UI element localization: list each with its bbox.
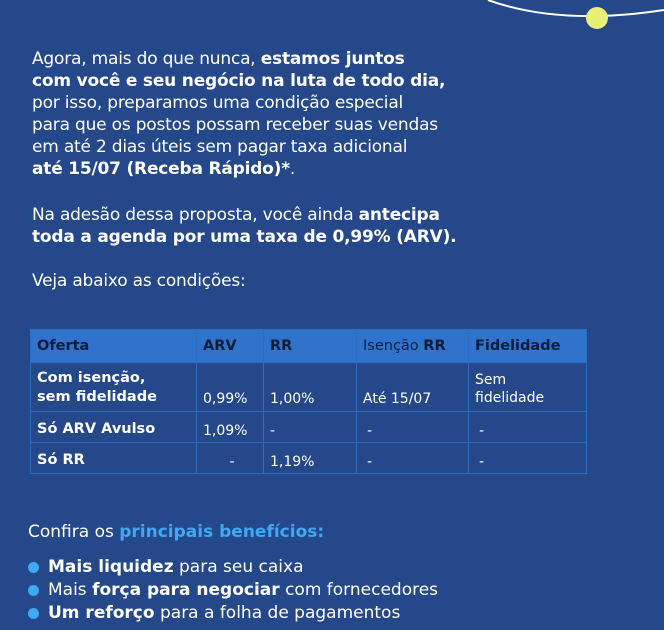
table-header-row (31, 330, 587, 363)
cell-rr: 1,00% (264, 363, 357, 412)
cell-offer: Só ARV Avulso (31, 412, 197, 443)
cell-arv: 1,09% (197, 412, 264, 443)
adhesion-highlight: toda a agenda por uma taxa de 0,99% (ARV). (32, 227, 457, 247)
orbit-arc (488, 0, 664, 16)
cell-exemption: - (357, 443, 469, 474)
intro-paragraph (32, 48, 502, 180)
header-exemption: Isenção RR (357, 330, 469, 363)
intro-highlight: com você e seu negócio na luta de todo dia, (32, 71, 446, 91)
intro-text: em até 2 dias úteis sem pagar taxa adicional (32, 137, 408, 157)
conditions-table (30, 329, 587, 474)
intro-text: Agora, mais do que nunca, (32, 49, 261, 69)
list-item: Mais força para negociar com fornecedores (26, 579, 438, 602)
cell-offer: Com isenção, sem fidelidade (31, 363, 197, 412)
bullet-dot-icon (28, 585, 39, 596)
bullet-dot-icon (28, 562, 39, 573)
table-row (31, 363, 587, 412)
orbit-dot (586, 7, 608, 29)
cell-loyalty: - (469, 412, 587, 443)
intro-text: por isso, preparamos uma condição especial (32, 93, 404, 113)
cell-exemption: Até 15/07 (357, 363, 469, 412)
table-row (31, 412, 587, 443)
adhesion-text: Na adesão dessa proposta, você ainda (32, 205, 359, 225)
cell-exemption: - (357, 412, 469, 443)
cell-rr: - (264, 412, 357, 443)
list-item: Um reforço para a folha de pagamentos (26, 602, 438, 625)
cell-offer: Só RR (31, 443, 197, 474)
cell-arv: - (197, 443, 264, 474)
bullet-dot-icon (28, 608, 39, 619)
cell-loyalty: - (469, 443, 587, 474)
cell-loyalty: Sem fidelidade (469, 363, 587, 412)
conditions-intro: Veja abaixo as condições: (32, 271, 246, 291)
orbit-decoration (0, 0, 664, 40)
benefits-list (26, 556, 438, 625)
intro-highlight: estamos juntos (260, 49, 405, 69)
benefits-title: Confira os principais benefícios: (28, 522, 325, 542)
adhesion-highlight: antecipa (358, 205, 440, 225)
header-loyalty: Fidelidade (469, 330, 587, 363)
header-arv: ARV (197, 330, 264, 363)
list-item: Mais liquidez para seu caixa (26, 556, 438, 579)
table-row (31, 443, 587, 474)
intro-text: . (289, 159, 296, 179)
header-offer: Oferta (31, 330, 197, 363)
intro-text: para que os postos possam receber suas vendas (32, 115, 438, 135)
adhesion-paragraph (32, 204, 502, 248)
header-rr: RR (264, 330, 357, 363)
cell-arv: 0,99% (197, 363, 264, 412)
intro-highlight: até 15/07 (Receba Rápido)* (32, 159, 290, 179)
cell-rr: 1,19% (264, 443, 357, 474)
